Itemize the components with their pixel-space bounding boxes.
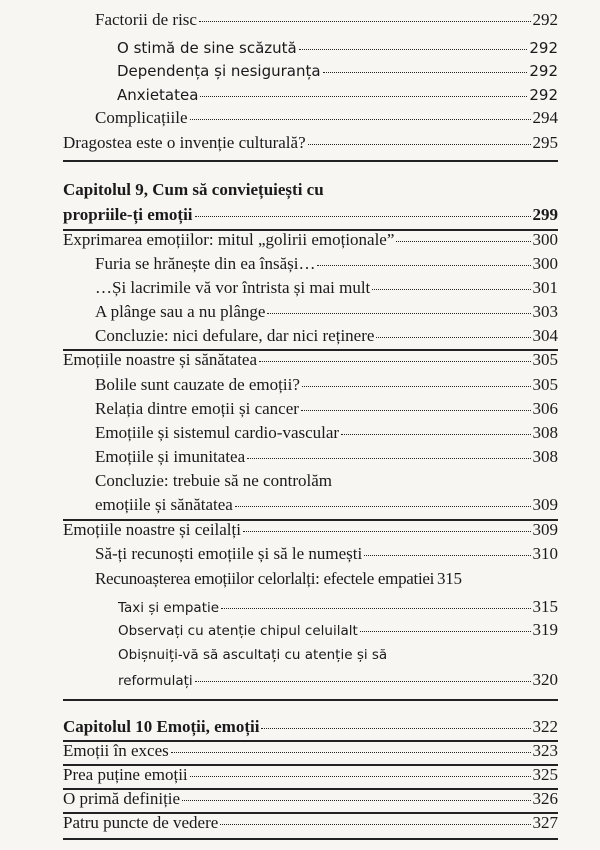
toc-entry-page: 301 [532,278,558,297]
dot-leader [199,21,531,22]
toc-entry-title: A plânge sau a nu plânge [95,302,266,321]
toc-entry-page: 319 [532,620,558,639]
toc-entry [118,670,558,690]
toc-entry-page: 309 [532,520,558,539]
toc-entry-title: Emoțiile noastre și ceilalți [63,520,241,539]
toc-entry [118,597,558,617]
toc-entry-title: Emoțiile și sistemul cardio-vascular [95,423,340,442]
toc-entry-title: Taxi și empatie [118,600,220,616]
toc-entry [63,133,558,153]
toc-entry-title: Anxietatea [117,86,199,104]
toc-entry [63,741,558,761]
toc-entry [95,375,558,395]
toc-entry-title: reformulați [118,673,193,689]
toc-entry [117,62,558,80]
dot-leader [220,824,530,825]
toc-entry-title: Observați cu atenție chipul celuilalt [118,623,358,639]
toc-entry-page: 315 [437,569,462,588]
toc-entry [63,350,558,370]
toc-entry [117,86,558,104]
dot-leader [341,434,530,435]
toc-entry-title: Emoțiile și imunitatea [95,447,246,466]
toc-entry-page: 315 [532,597,558,616]
toc-entry-page: 295 [532,133,558,152]
toc-entry-page: 303 [532,302,558,321]
toc-entry-title: propriile-ți emoții [63,205,193,224]
toc-entry [95,108,558,128]
toc-entry-page: 322 [532,717,558,736]
dot-leader [195,681,531,682]
dot-leader [323,72,528,73]
toc-entry-title: Prea puține emoții [63,765,188,784]
dot-leader [360,631,531,632]
toc-entry-title: …Și lacrimile vă vor întrista și mai mult [95,278,371,297]
dot-leader [235,506,531,507]
toc-entry-title: O primă definiție [63,789,181,808]
toc-entry-title-line: Obișnuiți-vă să ascultați cu atenție și să [118,647,388,663]
toc-entry [118,620,558,640]
section-divider [63,160,558,162]
dot-leader [299,49,528,50]
toc-entry-title: Emoțiile noastre și sănătatea [63,350,258,369]
dot-leader [190,776,531,777]
toc-entry-title: Recunoașterea emoțiilor celorlalți: efectele empatiei [95,569,435,588]
toc-entry [95,399,558,419]
dot-leader [171,752,531,753]
toc-entry [95,10,558,30]
section-divider [63,838,558,840]
toc-entry-title: Emoții în exces [63,741,169,760]
toc-entry-title: Exprimarea emoțiilor: mitul „golirii emoționale” [63,230,395,249]
toc-entry-title: Relația dintre emoții și cancer [95,399,299,418]
toc-entry-page: 300 [532,254,558,273]
dot-leader [372,289,530,290]
toc-entry-page: 299 [532,205,558,224]
toc-entry-title: Concluzie: nici defulare, dar nici reținere [95,326,375,345]
toc-entry-title: Să-ți recunoști emoțiile și să le numești [95,544,363,563]
toc-entry [95,326,558,346]
toc-entry [95,569,558,589]
dot-leader [182,800,530,801]
toc-entry [95,495,558,515]
toc-entry-title: Capitolul 10 Emoții, emoții [63,717,260,736]
toc-entry-page: 306 [532,399,558,418]
toc-entry [63,789,558,809]
toc-entry-page: 305 [532,375,558,394]
toc-chapter-entry [63,205,558,225]
toc-entry-page: 292 [529,62,558,80]
dot-leader [221,608,530,609]
toc-entry-page: 320 [532,670,558,689]
toc-entry-title-line: Concluzie: trebuie să ne controlăm [95,471,332,490]
toc-entry [95,302,558,322]
toc-entry [117,39,558,57]
dot-leader [195,216,531,217]
toc-entry [63,230,558,250]
toc-entry-page: 309 [532,495,558,514]
toc-entry-page: 308 [532,423,558,442]
dot-leader [247,458,530,459]
toc-entry-page: 308 [532,447,558,466]
dot-leader [396,241,530,242]
toc-entry-title: Factorii de risc [95,10,197,29]
toc-entry-page: 323 [532,741,558,760]
toc-entry-page: 304 [532,326,558,345]
toc-entry-page: 300 [532,230,558,249]
toc-entry-page: 292 [529,39,558,57]
dot-leader [302,386,531,387]
toc-entry-title: Dependența și nesiguranța [117,62,321,80]
dot-leader [267,313,530,314]
dot-leader [301,410,531,411]
toc-entry [95,544,558,564]
toc-entry-title: Dragostea este o invenție culturală? [63,133,306,152]
toc-entry-title: Patru puncte de vedere [63,813,219,832]
chapter-heading-line: Capitolul 9, Cum să conviețuiești cu [63,180,324,199]
toc-entry-title: Complicațiile [95,108,188,127]
toc-entry-title: emoțiile și sănătatea [95,495,233,514]
toc-entry-title: Bolile sunt cauzate de emoții? [95,375,300,394]
dot-leader [364,555,530,556]
dot-leader [317,265,530,266]
toc-entry [95,254,558,274]
dot-leader [190,119,531,120]
toc-entry [95,278,558,298]
toc-entry-title: Furia se hrănește din ea însăși… [95,254,316,273]
toc-entry [95,447,558,467]
toc-entry-page: 327 [532,813,558,832]
dot-leader [308,144,531,145]
toc-entry-page: 294 [532,108,558,127]
toc-entry-page: 292 [529,86,558,104]
toc-entry-page: 325 [532,765,558,784]
toc-entry [63,765,558,785]
toc-entry-page: 310 [532,544,558,563]
dot-leader [243,531,531,532]
dot-leader [376,337,530,338]
dot-leader [200,96,527,97]
toc-entry [63,813,558,833]
toc-entry-page: 292 [532,10,558,29]
dot-leader [261,728,530,729]
toc-entry-page: 305 [532,350,558,369]
toc-chapter-entry [63,717,558,737]
toc-entry [95,423,558,443]
dot-leader [259,361,530,362]
toc-entry-title: O stimă de sine scăzută [117,39,297,57]
section-divider [63,699,558,701]
toc-entry [63,520,558,540]
toc-entry-page: 326 [532,789,558,808]
